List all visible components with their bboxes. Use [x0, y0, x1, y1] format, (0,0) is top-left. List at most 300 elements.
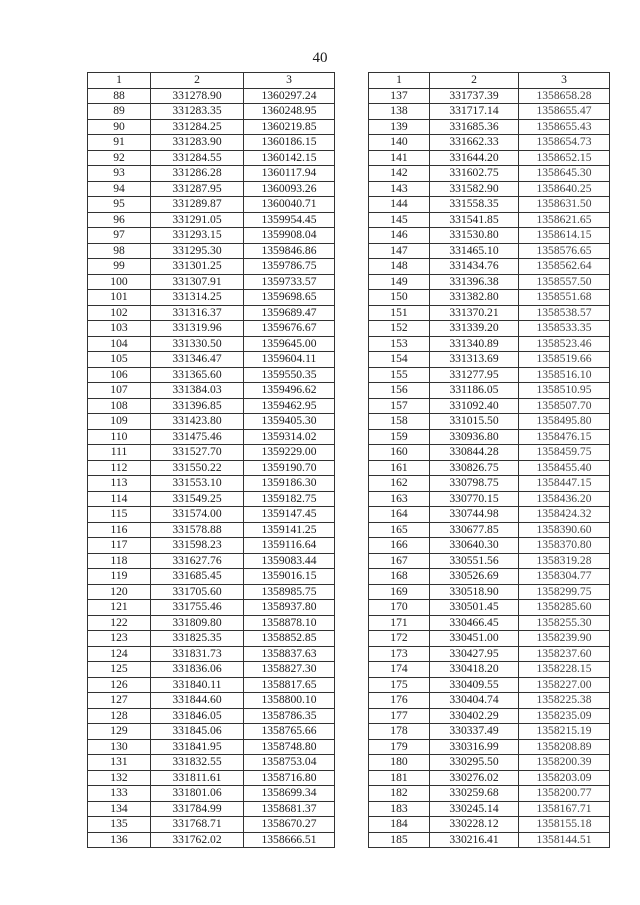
coordinates-table-left [87, 72, 335, 848]
y-coordinate-cell: 1358681.37 [244, 801, 335, 817]
x-coordinate-cell: 331832.55 [151, 755, 244, 771]
table-row [88, 166, 335, 182]
table-row [88, 414, 335, 430]
x-coordinate-cell: 330744.98 [430, 507, 519, 523]
point-number-cell: 97 [88, 228, 151, 244]
y-coordinate-cell: 1358852.85 [244, 631, 335, 647]
table-row [88, 507, 335, 523]
y-coordinate-cell: 1359229.00 [244, 445, 335, 461]
point-number-cell: 138 [369, 104, 430, 120]
x-coordinate-cell: 331845.06 [151, 724, 244, 740]
x-coordinate-cell: 330451.00 [430, 631, 519, 647]
table-row [369, 243, 610, 259]
x-coordinate-cell: 331286.28 [151, 166, 244, 182]
point-number-cell: 184 [369, 817, 430, 833]
x-coordinate-cell: 331578.88 [151, 522, 244, 538]
table-row [369, 786, 610, 802]
table-row [369, 553, 610, 569]
point-number-cell: 140 [369, 135, 430, 151]
table-row [369, 398, 610, 414]
x-coordinate-cell: 330770.15 [430, 491, 519, 507]
point-number-cell: 99 [88, 259, 151, 275]
table-row [369, 522, 610, 538]
table-row [88, 135, 335, 151]
point-number-cell: 133 [88, 786, 151, 802]
table-row [88, 584, 335, 600]
table-row [88, 708, 335, 724]
point-number-cell: 139 [369, 119, 430, 135]
point-number-cell: 91 [88, 135, 151, 151]
table-row [369, 646, 610, 662]
table-row [88, 476, 335, 492]
point-number-cell: 178 [369, 724, 430, 740]
y-coordinate-cell: 1359462.95 [244, 398, 335, 414]
page-number: 40 [312, 50, 328, 66]
table-row [88, 274, 335, 290]
x-coordinate-cell: 331434.76 [430, 259, 519, 275]
table-row [369, 383, 610, 399]
y-coordinate-cell: 1358455.40 [519, 460, 610, 476]
x-coordinate-cell: 331278.90 [151, 88, 244, 104]
x-coordinate-cell: 331602.75 [430, 166, 519, 182]
table-header-row [369, 73, 610, 89]
point-number-cell: 179 [369, 739, 430, 755]
y-coordinate-cell: 1358645.30 [519, 166, 610, 182]
y-coordinate-cell: 1358878.10 [244, 615, 335, 631]
y-coordinate-cell: 1358652.15 [519, 150, 610, 166]
table-row [88, 569, 335, 585]
point-number-cell: 155 [369, 367, 430, 383]
table-row [88, 290, 335, 306]
x-coordinate-cell: 330677.85 [430, 522, 519, 538]
point-number-cell: 183 [369, 801, 430, 817]
table-row [88, 243, 335, 259]
x-coordinate-cell: 331836.06 [151, 662, 244, 678]
y-coordinate-cell: 1358631.50 [519, 197, 610, 213]
x-coordinate-cell: 331762.02 [151, 832, 244, 848]
point-number-cell: 96 [88, 212, 151, 228]
table-row [88, 646, 335, 662]
y-coordinate-cell: 1358666.51 [244, 832, 335, 848]
x-coordinate-cell: 331314.25 [151, 290, 244, 306]
y-coordinate-cell: 1358516.10 [519, 367, 610, 383]
y-coordinate-cell: 1359786.75 [244, 259, 335, 275]
y-coordinate-cell: 1358255.30 [519, 615, 610, 631]
point-number-cell: 128 [88, 708, 151, 724]
x-coordinate-cell: 331755.46 [151, 600, 244, 616]
x-coordinate-cell: 331382.80 [430, 290, 519, 306]
table-row [88, 398, 335, 414]
point-number-cell: 160 [369, 445, 430, 461]
x-coordinate-cell: 331527.70 [151, 445, 244, 461]
x-coordinate-cell: 331541.85 [430, 212, 519, 228]
x-coordinate-cell: 331705.60 [151, 584, 244, 600]
y-coordinate-cell: 1359604.11 [244, 352, 335, 368]
point-number-cell: 132 [88, 770, 151, 786]
table-row [369, 414, 610, 430]
column-header-1: 1 [369, 73, 430, 89]
point-number-cell: 115 [88, 507, 151, 523]
y-coordinate-cell: 1358495.80 [519, 414, 610, 430]
table-row [369, 259, 610, 275]
point-number-cell: 181 [369, 770, 430, 786]
y-coordinate-cell: 1358786.35 [244, 708, 335, 724]
point-number-cell: 123 [88, 631, 151, 647]
table-row [369, 119, 610, 135]
x-coordinate-cell: 331313.69 [430, 352, 519, 368]
table-row [88, 445, 335, 461]
table-row [369, 584, 610, 600]
y-coordinate-cell: 1358447.15 [519, 476, 610, 492]
table-row [369, 135, 610, 151]
y-coordinate-cell: 1358654.73 [519, 135, 610, 151]
x-coordinate-cell: 331549.25 [151, 491, 244, 507]
y-coordinate-cell: 1358562.64 [519, 259, 610, 275]
point-number-cell: 94 [88, 181, 151, 197]
x-coordinate-cell: 330259.68 [430, 786, 519, 802]
x-coordinate-cell: 331475.46 [151, 429, 244, 445]
point-number-cell: 95 [88, 197, 151, 213]
x-coordinate-cell: 331186.05 [430, 383, 519, 399]
table-row [88, 677, 335, 693]
y-coordinate-cell: 1358436.20 [519, 491, 610, 507]
y-coordinate-cell: 1359496.62 [244, 383, 335, 399]
point-number-cell: 180 [369, 755, 430, 771]
table-row [369, 507, 610, 523]
x-coordinate-cell: 331846.05 [151, 708, 244, 724]
table-row [88, 181, 335, 197]
point-number-cell: 175 [369, 677, 430, 693]
y-coordinate-cell: 1358228.15 [519, 662, 610, 678]
y-coordinate-cell: 1358523.46 [519, 336, 610, 352]
x-coordinate-cell: 330518.90 [430, 584, 519, 600]
table-row [88, 817, 335, 833]
table-row [88, 150, 335, 166]
point-number-cell: 173 [369, 646, 430, 662]
point-number-cell: 143 [369, 181, 430, 197]
x-coordinate-cell: 331550.22 [151, 460, 244, 476]
table-row [88, 352, 335, 368]
x-coordinate-cell: 331662.33 [430, 135, 519, 151]
table-row [88, 197, 335, 213]
table-row [88, 538, 335, 554]
y-coordinate-cell: 1360186.15 [244, 135, 335, 151]
table-row [369, 662, 610, 678]
x-coordinate-cell: 331582.90 [430, 181, 519, 197]
x-coordinate-cell: 331831.73 [151, 646, 244, 662]
x-coordinate-cell: 331825.35 [151, 631, 244, 647]
point-number-cell: 163 [369, 491, 430, 507]
table-row [369, 352, 610, 368]
point-number-cell: 101 [88, 290, 151, 306]
x-coordinate-cell: 330404.74 [430, 693, 519, 709]
x-coordinate-cell: 331384.03 [151, 383, 244, 399]
x-coordinate-cell: 330276.02 [430, 770, 519, 786]
point-number-cell: 176 [369, 693, 430, 709]
y-coordinate-cell: 1358533.35 [519, 321, 610, 337]
point-number-cell: 134 [88, 801, 151, 817]
table-row [88, 460, 335, 476]
point-number-cell: 124 [88, 646, 151, 662]
table-row [88, 631, 335, 647]
point-number-cell: 145 [369, 212, 430, 228]
y-coordinate-cell: 1358285.60 [519, 600, 610, 616]
y-coordinate-cell: 1358319.28 [519, 553, 610, 569]
point-number-cell: 148 [369, 259, 430, 275]
x-coordinate-cell: 331283.35 [151, 104, 244, 120]
x-coordinate-cell: 331339.20 [430, 321, 519, 337]
y-coordinate-cell: 1360219.85 [244, 119, 335, 135]
table-row [369, 677, 610, 693]
column-header-2: 2 [430, 73, 519, 89]
table-row [88, 491, 335, 507]
y-coordinate-cell: 1358670.27 [244, 817, 335, 833]
point-number-cell: 156 [369, 383, 430, 399]
x-coordinate-cell: 331465.10 [430, 243, 519, 259]
x-coordinate-cell: 331809.80 [151, 615, 244, 631]
point-number-cell: 122 [88, 615, 151, 631]
table-row [88, 801, 335, 817]
x-coordinate-cell: 331685.36 [430, 119, 519, 135]
point-number-cell: 135 [88, 817, 151, 833]
point-number-cell: 158 [369, 414, 430, 430]
table-row [369, 832, 610, 848]
coordinates-table-right [368, 72, 610, 848]
y-coordinate-cell: 1358640.25 [519, 181, 610, 197]
x-coordinate-cell: 330295.50 [430, 755, 519, 771]
point-number-cell: 147 [369, 243, 430, 259]
x-coordinate-cell: 331644.20 [430, 150, 519, 166]
x-coordinate-cell: 330501.45 [430, 600, 519, 616]
table-row [88, 693, 335, 709]
y-coordinate-cell: 1358235.09 [519, 708, 610, 724]
y-coordinate-cell: 1358655.47 [519, 104, 610, 120]
y-coordinate-cell: 1360117.94 [244, 166, 335, 182]
table-row [369, 631, 610, 647]
x-coordinate-cell: 331717.14 [430, 104, 519, 120]
point-number-cell: 126 [88, 677, 151, 693]
table-row [369, 615, 610, 631]
y-coordinate-cell: 1359689.47 [244, 305, 335, 321]
y-coordinate-cell: 1358299.75 [519, 584, 610, 600]
point-number-cell: 146 [369, 228, 430, 244]
point-number-cell: 103 [88, 321, 151, 337]
y-coordinate-cell: 1359147.45 [244, 507, 335, 523]
y-coordinate-cell: 1358239.90 [519, 631, 610, 647]
x-coordinate-cell: 330402.29 [430, 708, 519, 724]
y-coordinate-cell: 1359550.35 [244, 367, 335, 383]
point-number-cell: 107 [88, 383, 151, 399]
y-coordinate-cell: 1358225.38 [519, 693, 610, 709]
table-row [369, 104, 610, 120]
point-number-cell: 119 [88, 569, 151, 585]
table-row [88, 228, 335, 244]
y-coordinate-cell: 1358753.04 [244, 755, 335, 771]
point-number-cell: 157 [369, 398, 430, 414]
y-coordinate-cell: 1358614.15 [519, 228, 610, 244]
column-header-1: 1 [88, 73, 151, 89]
y-coordinate-cell: 1358510.95 [519, 383, 610, 399]
x-coordinate-cell: 330337.49 [430, 724, 519, 740]
point-number-cell: 102 [88, 305, 151, 321]
y-coordinate-cell: 1360297.24 [244, 88, 335, 104]
point-number-cell: 153 [369, 336, 430, 352]
point-number-cell: 106 [88, 367, 151, 383]
table-row [369, 166, 610, 182]
y-coordinate-cell: 1358655.43 [519, 119, 610, 135]
x-coordinate-cell: 331737.39 [430, 88, 519, 104]
table-row [369, 445, 610, 461]
x-coordinate-cell: 331291.05 [151, 212, 244, 228]
table-row [369, 429, 610, 445]
point-number-cell: 118 [88, 553, 151, 569]
point-number-cell: 159 [369, 429, 430, 445]
y-coordinate-cell: 1358716.80 [244, 770, 335, 786]
y-coordinate-cell: 1358765.66 [244, 724, 335, 740]
point-number-cell: 108 [88, 398, 151, 414]
table-row [88, 88, 335, 104]
x-coordinate-cell: 331811.61 [151, 770, 244, 786]
y-coordinate-cell: 1359676.67 [244, 321, 335, 337]
table-row [369, 801, 610, 817]
point-number-cell: 166 [369, 538, 430, 554]
point-number-cell: 89 [88, 104, 151, 120]
y-coordinate-cell: 1358200.39 [519, 755, 610, 771]
y-coordinate-cell: 1360093.26 [244, 181, 335, 197]
y-coordinate-cell: 1359733.57 [244, 274, 335, 290]
x-coordinate-cell: 331530.80 [430, 228, 519, 244]
table-row [369, 212, 610, 228]
point-number-cell: 152 [369, 321, 430, 337]
y-coordinate-cell: 1358237.60 [519, 646, 610, 662]
x-coordinate-cell: 331346.47 [151, 352, 244, 368]
point-number-cell: 141 [369, 150, 430, 166]
y-coordinate-cell: 1358507.70 [519, 398, 610, 414]
point-number-cell: 116 [88, 522, 151, 538]
x-coordinate-cell: 330466.45 [430, 615, 519, 631]
table-row [88, 321, 335, 337]
x-coordinate-cell: 331277.95 [430, 367, 519, 383]
x-coordinate-cell: 331307.91 [151, 274, 244, 290]
x-coordinate-cell: 331316.37 [151, 305, 244, 321]
point-number-cell: 92 [88, 150, 151, 166]
table-row [88, 259, 335, 275]
y-coordinate-cell: 1359846.86 [244, 243, 335, 259]
table-row [369, 476, 610, 492]
table-row [369, 290, 610, 306]
x-coordinate-cell: 331370.21 [430, 305, 519, 321]
table-row [369, 336, 610, 352]
x-coordinate-cell: 331396.85 [151, 398, 244, 414]
x-coordinate-cell: 331365.60 [151, 367, 244, 383]
y-coordinate-cell: 1358985.75 [244, 584, 335, 600]
y-coordinate-cell: 1358200.77 [519, 786, 610, 802]
x-coordinate-cell: 330526.69 [430, 569, 519, 585]
point-number-cell: 130 [88, 739, 151, 755]
table-row [369, 755, 610, 771]
point-number-cell: 111 [88, 445, 151, 461]
point-number-cell: 114 [88, 491, 151, 507]
table-row [369, 88, 610, 104]
point-number-cell: 144 [369, 197, 430, 213]
x-coordinate-cell: 330936.80 [430, 429, 519, 445]
table-row [369, 150, 610, 166]
x-coordinate-cell: 331295.30 [151, 243, 244, 259]
y-coordinate-cell: 1359405.30 [244, 414, 335, 430]
table-row [88, 383, 335, 399]
y-coordinate-cell: 1358748.80 [244, 739, 335, 755]
x-coordinate-cell: 331284.55 [151, 150, 244, 166]
y-coordinate-cell: 1358476.15 [519, 429, 610, 445]
point-number-cell: 112 [88, 460, 151, 476]
y-coordinate-cell: 1358699.34 [244, 786, 335, 802]
table-row [369, 460, 610, 476]
point-number-cell: 185 [369, 832, 430, 848]
table-row [369, 181, 610, 197]
table-row [88, 336, 335, 352]
y-coordinate-cell: 1358837.63 [244, 646, 335, 662]
x-coordinate-cell: 331284.25 [151, 119, 244, 135]
column-header-3: 3 [519, 73, 610, 89]
point-number-cell: 171 [369, 615, 430, 631]
y-coordinate-cell: 1358144.51 [519, 832, 610, 848]
x-coordinate-cell: 330228.12 [430, 817, 519, 833]
table-row [369, 321, 610, 337]
y-coordinate-cell: 1358827.30 [244, 662, 335, 678]
x-coordinate-cell: 331301.25 [151, 259, 244, 275]
table-row [369, 367, 610, 383]
y-coordinate-cell: 1360248.95 [244, 104, 335, 120]
point-number-cell: 90 [88, 119, 151, 135]
x-coordinate-cell: 331841.95 [151, 739, 244, 755]
table-row [369, 569, 610, 585]
x-coordinate-cell: 331801.06 [151, 786, 244, 802]
table-row [369, 491, 610, 507]
y-coordinate-cell: 1358551.68 [519, 290, 610, 306]
x-coordinate-cell: 331685.45 [151, 569, 244, 585]
table-row [369, 739, 610, 755]
x-coordinate-cell: 330418.20 [430, 662, 519, 678]
point-number-cell: 151 [369, 305, 430, 321]
table-header-row [88, 73, 335, 89]
table-row [88, 367, 335, 383]
point-number-cell: 137 [369, 88, 430, 104]
point-number-cell: 167 [369, 553, 430, 569]
point-number-cell: 110 [88, 429, 151, 445]
x-coordinate-cell: 331844.60 [151, 693, 244, 709]
x-coordinate-cell: 331015.50 [430, 414, 519, 430]
y-coordinate-cell: 1359190.70 [244, 460, 335, 476]
x-coordinate-cell: 331330.50 [151, 336, 244, 352]
y-coordinate-cell: 1358155.18 [519, 817, 610, 833]
y-coordinate-cell: 1360142.15 [244, 150, 335, 166]
x-coordinate-cell: 331287.95 [151, 181, 244, 197]
x-coordinate-cell: 330409.55 [430, 677, 519, 693]
table-row [369, 228, 610, 244]
x-coordinate-cell: 331558.35 [430, 197, 519, 213]
y-coordinate-cell: 1358459.75 [519, 445, 610, 461]
point-number-cell: 165 [369, 522, 430, 538]
point-number-cell: 129 [88, 724, 151, 740]
point-number-cell: 142 [369, 166, 430, 182]
point-number-cell: 125 [88, 662, 151, 678]
y-coordinate-cell: 1358424.32 [519, 507, 610, 523]
table-row [88, 832, 335, 848]
point-number-cell: 121 [88, 600, 151, 616]
y-coordinate-cell: 1358215.19 [519, 724, 610, 740]
x-coordinate-cell: 331598.23 [151, 538, 244, 554]
table-row [88, 212, 335, 228]
